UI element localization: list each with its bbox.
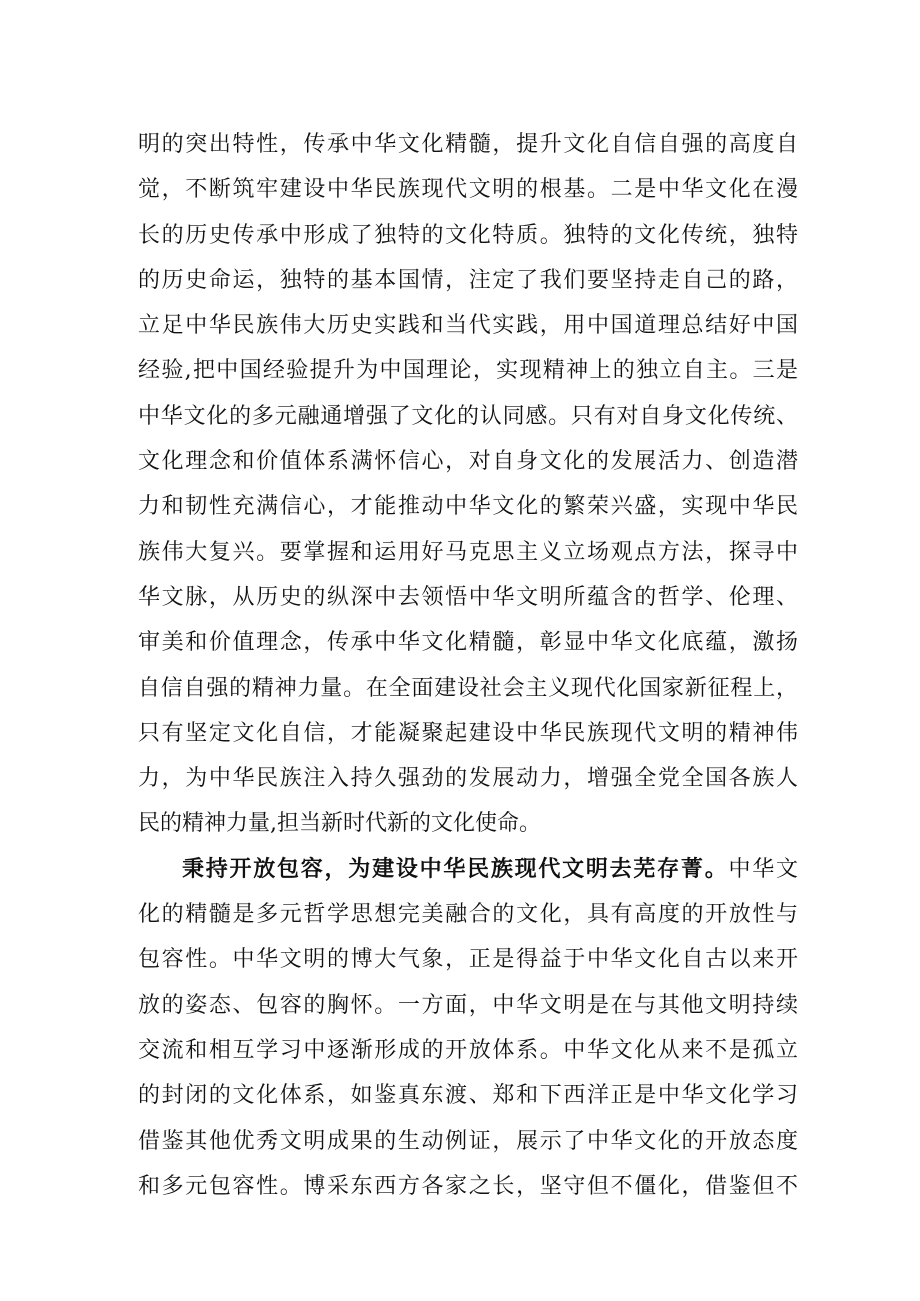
section-heading: 秉持开放包容，为建设中华民族现代文明去芜存菁。 bbox=[182, 856, 729, 882]
body-text bbox=[138, 122, 798, 1209]
text-run: 中华文 bbox=[728, 856, 798, 882]
text-line: 放的姿态、包容的胸怀。一方面，中华文明是在与其他文明持续 bbox=[138, 992, 798, 1018]
text-line: 立足中华民族伟大历史实践和当代实践，用中国道理总结好中国 bbox=[138, 313, 798, 339]
text-line: 交流和相互学习中逐渐形成的开放体系。中华文化从来不是孤立 bbox=[138, 1037, 798, 1063]
text-line: 借鉴其他优秀文明成果的生动例证，展示了中华文化的开放态度 bbox=[138, 1128, 798, 1154]
text-line: 文化理念和价值体系满怀信心，对自身文化的发展活力、创造潜 bbox=[138, 449, 798, 475]
text-line: 的封闭的文化体系，如鉴真东渡、郑和下西洋正是中华文化学习 bbox=[138, 1083, 798, 1109]
text-line: 的历史命运，独特的基本国情，注定了我们要坚持走自己的路， bbox=[138, 267, 798, 293]
text-line: 和多元包容性。博采东西方各家之长，坚守但不僵化，借鉴但不 bbox=[138, 1173, 798, 1199]
text-line: 力和韧性充满信心，才能推动中华文化的繁荣兴盛，实现中华民 bbox=[138, 494, 798, 520]
text-line: 化的精髓是多元哲学思想完美融合的文化，具有高度的开放性与 bbox=[138, 902, 798, 928]
paragraph-first-line bbox=[138, 847, 798, 892]
text-line: 民的精神力量,担当新时代新的文化使命。 bbox=[138, 811, 541, 837]
text-line: 经验,把中国经验提升为中国理论，实现精神上的独立自主。三是 bbox=[138, 358, 798, 384]
text-line: 自信自强的精神力量。在全面建设社会主义现代化国家新征程上， bbox=[138, 675, 798, 701]
text-line: 华文脉，从历史的纵深中去领悟中华文明所蕴含的哲学、伦理、 bbox=[138, 584, 798, 610]
text-line: 中华文化的多元融通增强了文化的认同感。只有对自身文化传统、 bbox=[138, 403, 798, 429]
text-line: 族伟大复兴。要掌握和运用好马克思主义立场观点方法，探寻中 bbox=[138, 539, 798, 565]
text-line: 力，为中华民族注入持久强劲的发展动力，增强全党全国各族人 bbox=[138, 766, 798, 792]
text-line: 觉，不断筑牢建设中华民族现代文明的根基。二是中华文化在漫 bbox=[138, 177, 798, 203]
text-line: 长的历史传承中形成了独特的文化特质。独特的文化传统，独特 bbox=[138, 222, 798, 248]
text-line: 明的突出特性，传承中华文化精髓，提升文化自信自强的高度自 bbox=[138, 132, 798, 157]
text-line: 包容性。中华文明的博大气象，正是得益于中华文化自古以来开 bbox=[138, 947, 798, 973]
text-line: 审美和价值理念，传承中华文化精髓，彰显中华文化底蕴，激扬 bbox=[138, 630, 798, 656]
paragraph-2 bbox=[138, 847, 798, 1209]
text-line: 只有坚定文化自信，才能凝聚起建设中华民族现代文明的精神伟 bbox=[138, 720, 798, 746]
paragraph-1 bbox=[138, 122, 798, 847]
